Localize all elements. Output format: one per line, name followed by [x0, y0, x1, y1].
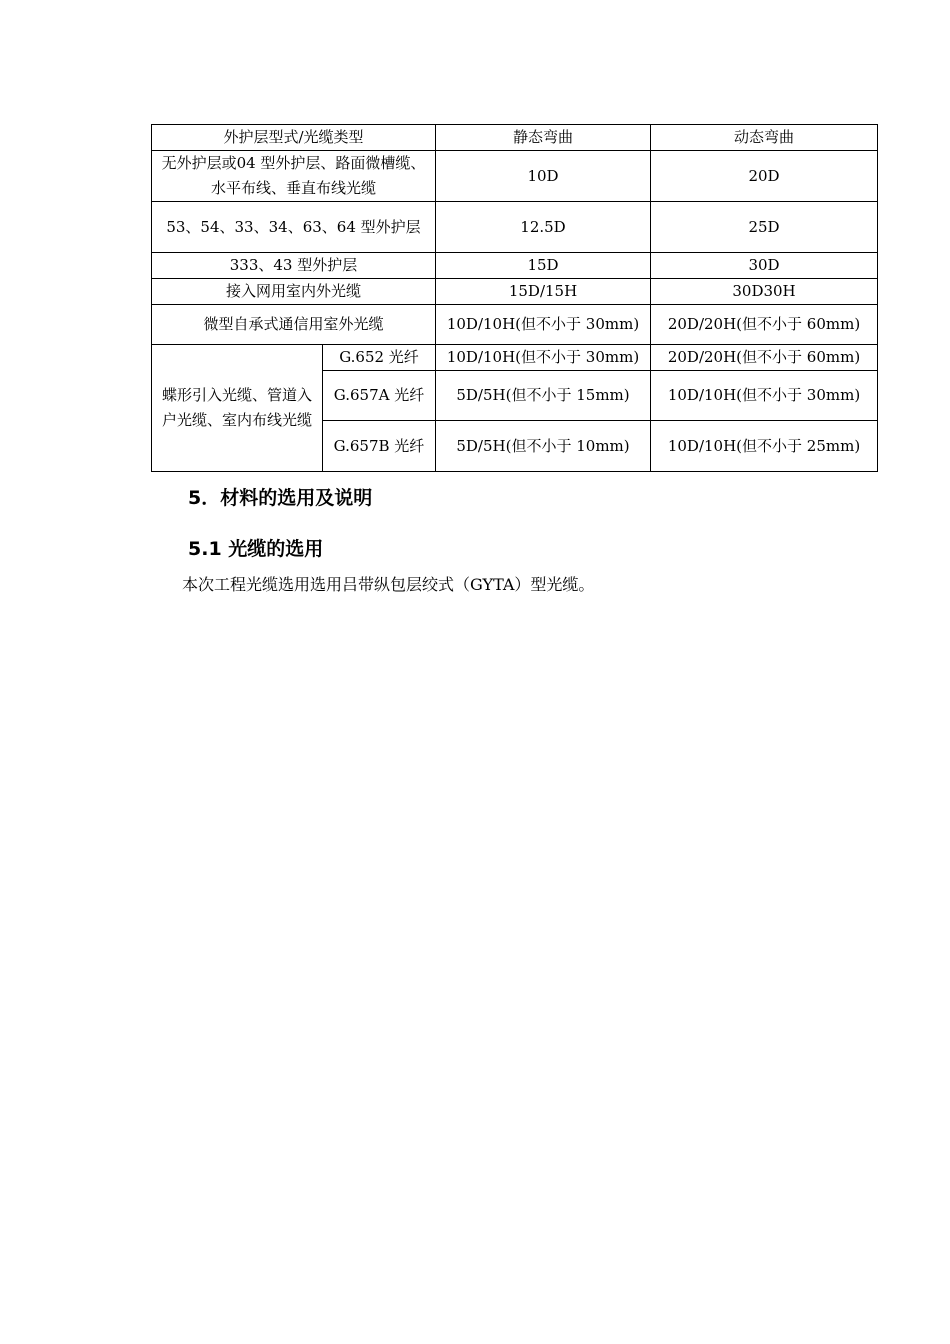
body-paragraph: 本次工程光缆选用选用吕带纵包层绞式（GYTA）型光缆。: [182, 575, 595, 594]
static-bend-cell: 15D: [436, 253, 651, 279]
table-row: [152, 253, 878, 279]
dynamic-bend-cell: 20D/20H(但不小于 60mm): [651, 345, 878, 371]
fiber-type-cell: G.657A 光纤: [323, 371, 436, 421]
fiber-type-cell: G.652 光纤: [323, 345, 436, 371]
dynamic-bend-cell: 10D/10H(但不小于 25mm): [651, 421, 878, 472]
cable-type-cell: 微型自承式通信用室外光缆: [152, 305, 436, 345]
cable-type-cell: 53、54、33、34、63、64 型外护层: [152, 202, 436, 253]
header-cell: 动态弯曲: [651, 125, 878, 151]
dynamic-bend-cell: 30D30H: [651, 279, 878, 305]
static-bend-cell: 10D/10H(但不小于 30mm): [436, 305, 651, 345]
table-row: [152, 151, 878, 202]
cable-type-cell: 接入网用室内外光缆: [152, 279, 436, 305]
dynamic-bend-cell: 20D/20H(但不小于 60mm): [651, 305, 878, 345]
dynamic-bend-cell: 10D/10H(但不小于 30mm): [651, 371, 878, 421]
dynamic-bend-cell: 20D: [651, 151, 878, 202]
cable-type-cell: 333、43 型外护层: [152, 253, 436, 279]
header-cell: 外护层型式/光缆类型: [152, 125, 436, 151]
static-bend-cell: 12.5D: [436, 202, 651, 253]
subsection-heading: 5.1 光缆的选用: [188, 538, 324, 560]
dynamic-bend-cell: 25D: [651, 202, 878, 253]
static-bend-cell: 5D/5H(但不小于 15mm): [436, 371, 651, 421]
dynamic-bend-cell: 30D: [651, 253, 878, 279]
static-bend-cell: 15D/15H: [436, 279, 651, 305]
section-heading: 5．材料的选用及说明: [188, 487, 373, 509]
static-bend-cell: 10D: [436, 151, 651, 202]
table-row: [152, 345, 878, 371]
table-header-row: [152, 125, 878, 151]
static-bend-cell: 5D/5H(但不小于 10mm): [436, 421, 651, 472]
cable-type-cell: 无外护层或04 型外护层、路面微槽缆、水平布线、垂直布线光缆: [152, 151, 436, 202]
bending-radius-table: [151, 124, 878, 472]
cable-group-cell: 蝶形引入光缆、管道入户光缆、室内布线光缆: [152, 345, 323, 472]
table-row: [152, 202, 878, 253]
static-bend-cell: 10D/10H(但不小于 30mm): [436, 345, 651, 371]
header-cell: 静态弯曲: [436, 125, 651, 151]
fiber-type-cell: G.657B 光纤: [323, 421, 436, 472]
table-row: [152, 305, 878, 345]
table-row: [152, 279, 878, 305]
